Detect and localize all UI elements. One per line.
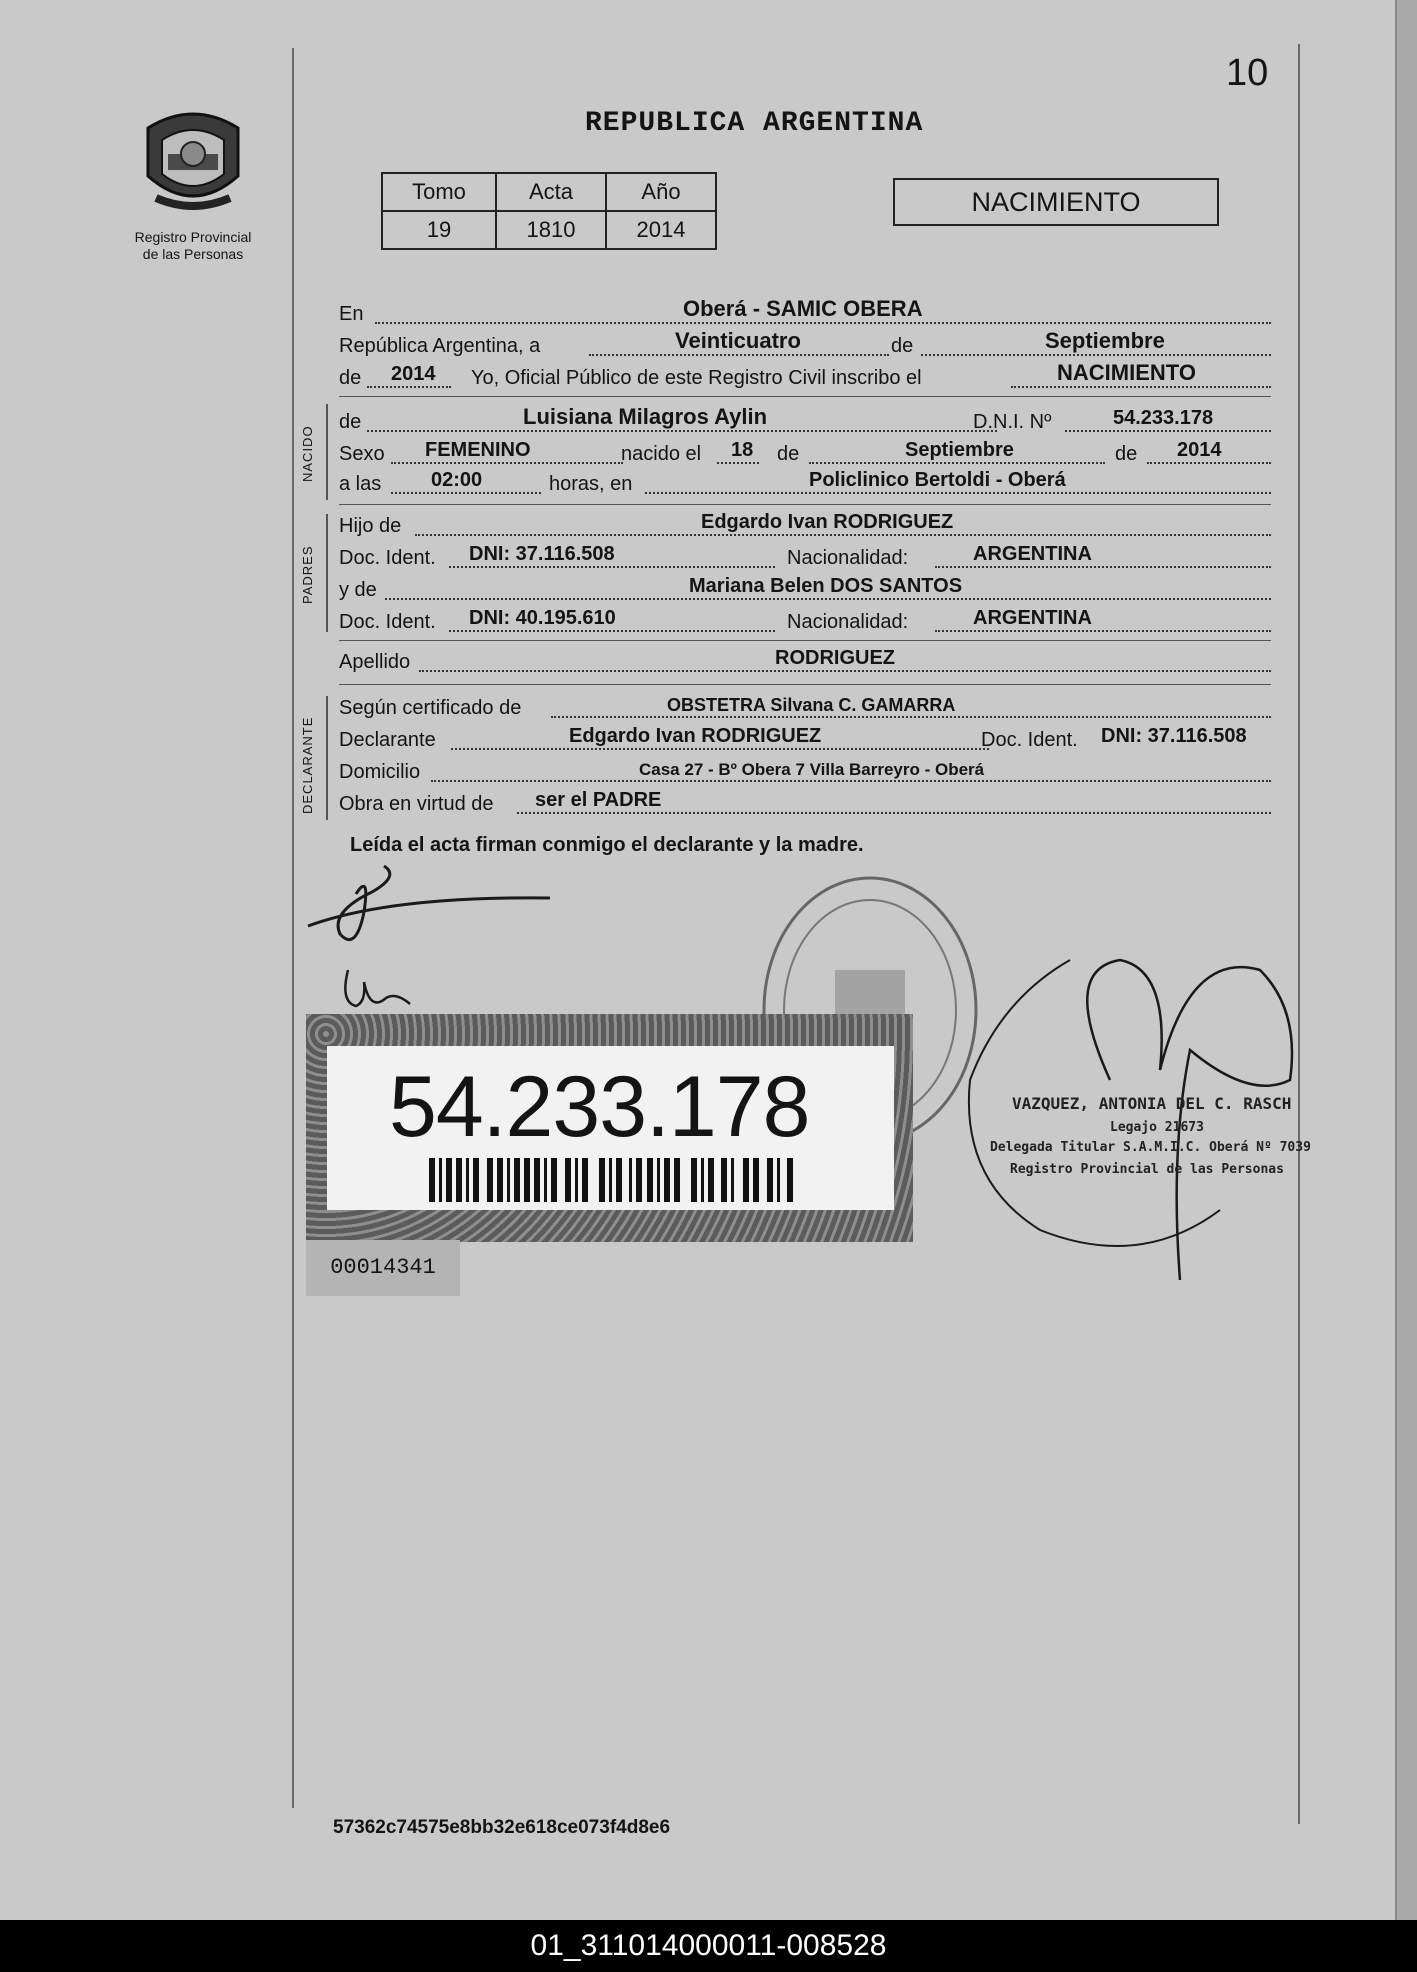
label-born: nacido el (621, 443, 702, 465)
dotted-line (717, 462, 759, 464)
stamp-role: Delegada Titular S.A.M.I.C. Oberá Nº 7039 (990, 1140, 1311, 1155)
barcode-number: 54.233.178 (389, 1059, 810, 1155)
label-dni: D.N.I. Nº (973, 411, 1052, 433)
value-mother-nationality: ARGENTINA (973, 607, 1092, 629)
registry-line-1: Registro Provincial (134, 229, 252, 245)
value-mother-doc: DNI: 40.195.610 (469, 607, 616, 629)
declarante-bracket (326, 696, 328, 820)
dotted-line (375, 322, 1271, 324)
book-header-row (382, 173, 716, 211)
header-ano: Año (606, 173, 716, 211)
value-virtue: ser el PADRE (535, 789, 662, 811)
row-address (339, 758, 1271, 788)
value-child-name: Luisiana Milagros Aylin (523, 404, 768, 429)
reading-note: Leída el acta firman conmigo el declarante y la madre. (350, 834, 864, 856)
section-label-declarante: DECLARANTE (300, 716, 315, 814)
label-certificate: Según certificado de (339, 697, 522, 719)
row-surname (339, 648, 1271, 678)
value-tomo: 19 (382, 211, 496, 249)
dotted-line (419, 670, 1271, 672)
row-certificate (339, 694, 1271, 724)
label-declarant: Declarante (339, 729, 436, 751)
book-value-row (382, 211, 716, 249)
dotted-line (391, 492, 541, 494)
dotted-line (1065, 430, 1271, 432)
row-child-name (339, 404, 1271, 438)
row-birth (339, 440, 1271, 470)
section-divider (339, 684, 1271, 685)
page-number: 10 (1226, 52, 1269, 94)
row-date (339, 328, 1271, 362)
label-mother-doc: Doc. Ident. (339, 611, 436, 633)
label-virtue: Obra en virtud de (339, 793, 494, 815)
nacido-bracket (326, 404, 328, 500)
left-margin-line (292, 48, 294, 1808)
dotted-line (391, 462, 623, 464)
value-acta: 1810 (496, 211, 606, 249)
value-born-month: Septiembre (905, 439, 1014, 461)
header-acta: Acta (496, 173, 606, 211)
value-surname: RODRIGUEZ (775, 647, 895, 669)
dotted-line (449, 566, 775, 568)
section-label-nacido: NACIDO (300, 425, 315, 482)
declarant-signature-icon (300, 852, 560, 1032)
row-father (339, 512, 1271, 542)
label-time: a las (339, 473, 382, 495)
dotted-line (1011, 386, 1271, 388)
label-en: En (339, 303, 364, 325)
label-surname: Apellido (339, 651, 411, 673)
value-mother: Mariana Belen DOS SANTOS (689, 575, 963, 597)
row-time-place (339, 470, 1271, 500)
label-born-de-2: de (1115, 443, 1138, 465)
value-month: Septiembre (1045, 328, 1165, 353)
label-de: de (891, 335, 914, 357)
value-day: Veinticuatro (675, 328, 801, 353)
value-born-day: 18 (731, 439, 754, 461)
dotted-line (431, 780, 1271, 782)
label-hours: horas, en (549, 473, 633, 495)
value-registered: NACIMIENTO (1057, 360, 1196, 385)
label-father-nationality: Nacionalidad: (787, 547, 909, 569)
section-divider (339, 504, 1271, 505)
label-address: Domicilio (339, 761, 421, 783)
section-label-padres: PADRES (300, 545, 315, 604)
dotted-line (385, 598, 1271, 600)
registry-label (118, 229, 268, 263)
row-declarant (339, 726, 1271, 756)
dotted-line (415, 534, 1271, 536)
row-mother-doc (339, 608, 1271, 638)
label-de-year: de (339, 367, 362, 389)
label-statement: Yo, Oficial Público de este Registro Civil inscribo el (471, 367, 922, 389)
padres-bracket (326, 514, 328, 632)
dotted-line (367, 430, 997, 432)
dotted-line (935, 630, 1271, 632)
barcode-icon (429, 1158, 797, 1202)
label-mother-nationality: Nacionalidad: (787, 611, 909, 633)
book-reference-table (381, 172, 717, 250)
dotted-line (449, 630, 775, 632)
row-place (339, 296, 1271, 330)
stamp-name: VAZQUEZ, ANTONIA DEL C. RASCH (1012, 1094, 1292, 1113)
label-father-doc: Doc. Ident. (339, 547, 436, 569)
registry-line-2: de las Personas (142, 246, 244, 262)
value-father: Edgardo Ivan RODRIGUEZ (701, 511, 954, 533)
scan-id-bar: 01_311014000011-008528 (0, 1920, 1417, 1972)
section-divider (339, 396, 1271, 397)
value-year: 2014 (391, 363, 436, 385)
dotted-line (451, 748, 989, 750)
page-title: REPUBLICA ARGENTINA (585, 108, 924, 139)
value-time: 02:00 (431, 469, 483, 491)
value-sexo: FEMENINO (425, 439, 531, 461)
value-declarant-doc: DNI: 37.116.508 (1101, 725, 1247, 747)
value-certificate: OBSTETRA Silvana C. GAMARRA (667, 695, 956, 715)
value-father-doc: DNI: 37.116.508 (469, 543, 615, 565)
dotted-line (367, 386, 451, 388)
header-tomo: Tomo (382, 173, 496, 211)
dotted-line (921, 354, 1271, 356)
section-divider (339, 640, 1271, 641)
label-de-name: de (339, 411, 362, 433)
row-father-doc (339, 544, 1271, 574)
value-birth-place: Policlinico Bertoldi - Oberá (809, 469, 1066, 491)
label-declarant-doc: Doc. Ident. (981, 729, 1078, 751)
stamp-legajo: Legajo 21673 (1110, 1120, 1204, 1135)
row-statement (339, 360, 1271, 394)
act-type-box: NACIMIENTO (893, 178, 1219, 226)
dotted-line (809, 462, 1105, 464)
value-ano: 2014 (606, 211, 716, 249)
document-hash: 57362c74575e8bb32e618ce073f4d8e6 (333, 1817, 671, 1838)
label-born-de: de (777, 443, 800, 465)
dotted-line (551, 716, 1271, 718)
value-place: Oberá - SAMIC OBERA (683, 296, 923, 321)
label-republic: República Argentina, a (339, 335, 541, 357)
dotted-line (1147, 462, 1271, 464)
row-mother (339, 576, 1271, 606)
dotted-line (517, 812, 1271, 814)
barcode-sticker (306, 1014, 913, 1242)
value-child-dni: 54.233.178 (1113, 407, 1214, 429)
value-address: Casa 27 - Bº Obera 7 Villa Barreyro - Oberá (639, 760, 985, 779)
serial-number: 00014341 (306, 1240, 460, 1296)
barcode-panel (327, 1046, 894, 1210)
dotted-line (645, 492, 1271, 494)
value-declarant: Edgardo Ivan RODRIGUEZ (569, 725, 822, 747)
stamp-registry: Registro Provincial de las Personas (1010, 1162, 1284, 1177)
value-father-nationality: ARGENTINA (973, 543, 1092, 565)
row-virtue (339, 790, 1271, 820)
label-sexo: Sexo (339, 443, 385, 465)
province-seal-icon (134, 98, 252, 216)
page-edge (1395, 0, 1417, 1920)
dotted-line (589, 354, 889, 356)
dotted-line (935, 566, 1271, 568)
label-father: Hijo de (339, 515, 402, 537)
label-mother: y de (339, 579, 377, 601)
value-born-year: 2014 (1177, 439, 1222, 461)
